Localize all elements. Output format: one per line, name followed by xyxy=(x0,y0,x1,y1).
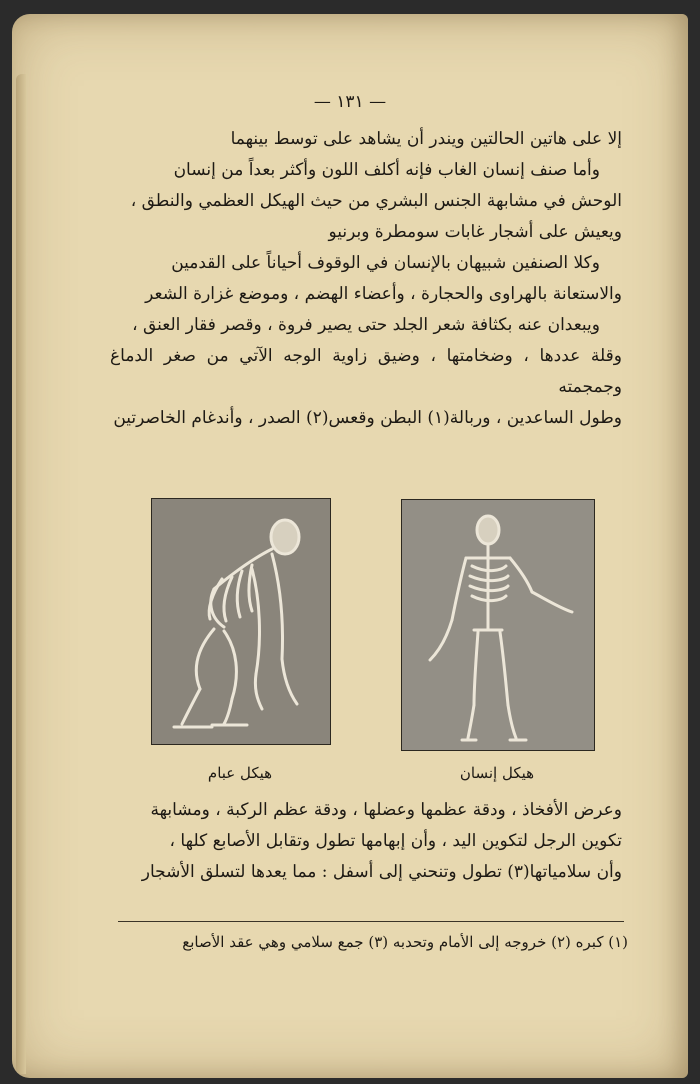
human-skeleton-figure xyxy=(401,499,595,751)
text-line: وعرض الأفخاذ ، ودقة عظمها وعضلها ، ودقة عظم الركبة ، ومشابهة xyxy=(150,800,622,820)
text-line: وطول الساعدين ، وربالة(١) البطن وقعس(٢) الصدر ، وأندغام الخاصرتين xyxy=(113,408,622,428)
ape-skeleton-caption: هيكل عبام xyxy=(207,764,273,782)
text-line: إلا على هاتين الحالتين ويندر أن يشاهد على توسط بينهما xyxy=(230,129,622,149)
text-line: ويعيش على أشجار غابات سومطرة وبرنيو xyxy=(328,222,622,242)
text-line: وقلة عددها ، وضخامتها ، وضيق زاوية الوجه الآتي من صغر الدماغ وجمجمته xyxy=(110,346,622,397)
text-line: وأما صنف إنسان الغاب فإنه أكلف اللون وأكثر بعداً من إنسان xyxy=(173,160,600,180)
text-line: والاستعانة بالهراوى والحجارة ، وأعضاء الهضم ، وموضع غزارة الشعر xyxy=(145,284,622,304)
top-text-block xyxy=(110,124,622,434)
text-line: وكلا الصنفين شبيهان بالإنسان في الوقوف أحياناً على القدمين xyxy=(171,253,600,273)
page-edge xyxy=(16,74,26,1074)
page-number: — ١٣١ — xyxy=(313,92,387,112)
text-line: تكوين الرجل لتكوين اليد ، وأن إبهامها تطول وتقابل الأصابع كلها ، xyxy=(169,831,622,851)
text-line: ويبعدان عنه بكثافة شعر الجلد حتى يصير فروة ، وقصر فقار العنق ، xyxy=(132,315,600,335)
footnotes: (١) كبره (٢) خروجه إلى الأمام وتحدبه (٣) جمع سلامي وهي عقد الأصابع xyxy=(182,933,628,951)
footnote-divider xyxy=(118,921,624,922)
text-line: الوحش في مشابهة الجنس البشري من حيث الهيكل العظمي والنطق ، xyxy=(130,191,622,211)
text-line: وأن سلامياتها(٣) تطول وتنحني إلى أسفل : مما يعدها لتسلق الأشجار xyxy=(141,862,622,882)
bottom-text-block xyxy=(110,795,622,888)
ape-skeleton-figure xyxy=(151,498,331,745)
human-skeleton-caption: هيكل إنسان xyxy=(459,764,535,782)
